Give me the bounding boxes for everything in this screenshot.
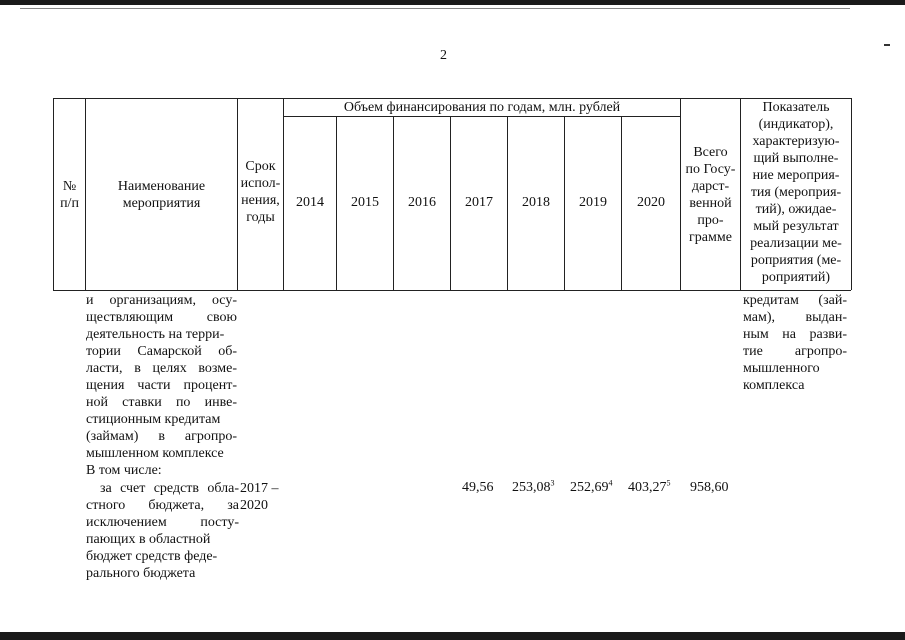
header-funding-title: Объем финансирования по годам, млн. рублей <box>343 100 621 115</box>
scan-border-bottom <box>0 632 905 640</box>
grid-line <box>621 116 622 290</box>
header-total: Всего по Госу- дарст- венной про- грамме <box>685 145 736 245</box>
header-name: Наименование мероприятия <box>117 179 206 211</box>
footnote-5: 5 <box>666 478 671 488</box>
header-indicator: Показатель (индикатор), характеризую- щий выполне- ние мероприя- тия (мероприя- тий), ожидае- мый результат реализации ме- роприятия (ме- роприятий) <box>750 100 842 285</box>
header-term: Срок испол- нения, годы <box>240 159 281 225</box>
scan-border-top <box>0 0 905 5</box>
year-2018: 2018 <box>522 195 550 210</box>
indicator-text: кредитам (зай- мам), выдан- ным на разви- тие агропро- мышленного комплекса <box>743 293 847 393</box>
footnote-4: 4 <box>608 478 613 488</box>
value-2019: 252,69$^4$ <box>570 478 613 495</box>
scan-speck <box>884 44 890 46</box>
header-bottom-border <box>53 290 851 291</box>
header-num: № п/п <box>60 179 79 211</box>
year-2014: 2014 <box>296 195 324 210</box>
footnote-3: 3 <box>550 478 555 488</box>
value-2017: 49,56 <box>462 480 494 495</box>
year-2020: 2020 <box>637 195 665 210</box>
measure-name-text: и организациям, осу- ществляющим свою деятельность на терри- тории Самарской об- ласти, в целях возме- щения части процент- ной ставки по инве- стиционным кредитам (займам) в агропро- мышленном комплексе В том числе: <box>86 293 237 478</box>
value-2018: 253,08$^3$ <box>512 478 555 495</box>
year-2017: 2017 <box>465 195 493 210</box>
sub-item-term: 2017 – 2020 <box>240 481 279 513</box>
year-2015: 2015 <box>351 195 379 210</box>
scan-line-top <box>20 8 850 9</box>
year-2016: 2016 <box>408 195 436 210</box>
sub-item-name: за счет средств обла- стного бюджета, за исключением посту- пающих в областной бюджет средств феде- рального бюджета <box>86 481 239 581</box>
value-total: 958,60 <box>690 480 729 495</box>
grid-line <box>283 98 284 290</box>
year-2019: 2019 <box>579 195 607 210</box>
grid-line <box>851 98 852 290</box>
value-2020: 403,27$^5$ <box>628 478 671 495</box>
page-number: 2 <box>440 48 447 63</box>
